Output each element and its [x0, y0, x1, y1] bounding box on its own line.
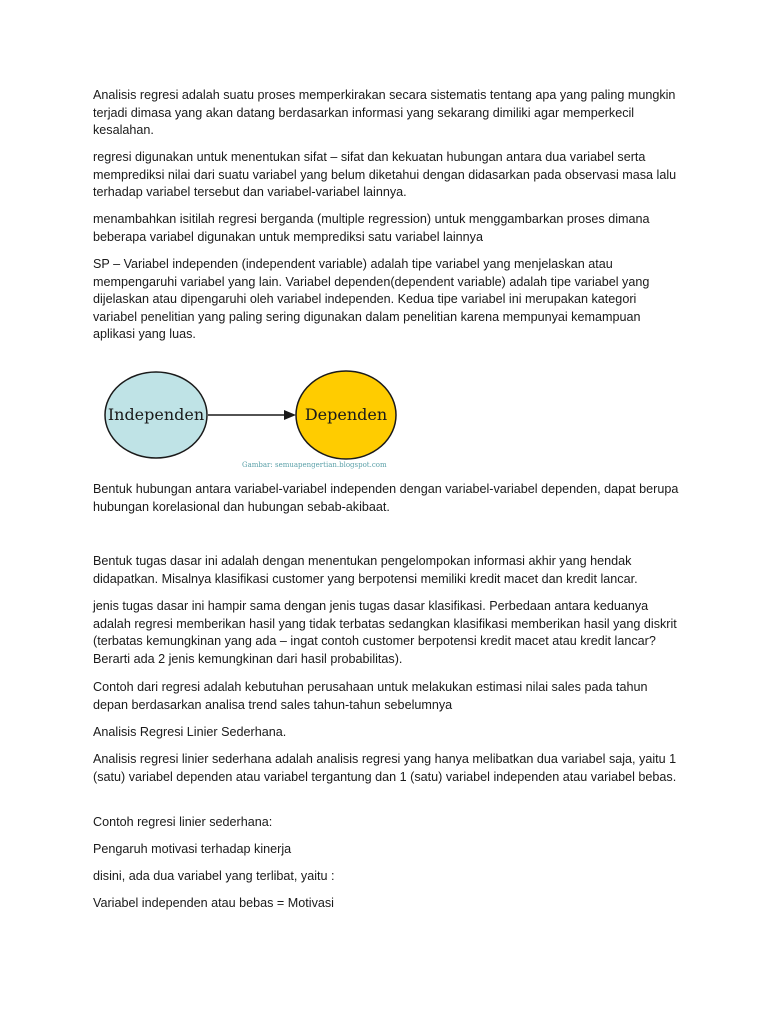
- paragraph-definition: Analisis regresi adalah suatu proses memperkirakan secara sistematis tentang apa yang paling mungkin terjadi dimasa yang akan datang berdasarkan informasi yang sekarang dimiliki agar memperkecil kesalahan.: [93, 88, 676, 138]
- paragraph-independent-variable: Variabel independen atau bebas = Motivasi: [93, 896, 334, 910]
- image-credit: Gambar: semuapengertian.blogspot.com: [242, 461, 387, 469]
- paragraph-simple-linear-definition: Analisis regresi linier sederhana adalah analisis regresi yang hanya melibatkan dua variabel saja, yaitu 1 (satu) variabel dependen atau variabel tergantung dan 1 (satu) variabel independen atau variabel bebas.: [93, 752, 677, 784]
- dependen-label: Dependen: [304, 405, 388, 424]
- variable-diagram-figure: [100, 366, 400, 476]
- variable-diagram: [100, 366, 400, 476]
- paragraph-purpose: regresi digunakan untuk menentukan sifat – sifat dan kekuatan hubungan antara dua variabel serta memprediksi nilai dari suatu variabel yang belum diketahui dengan didasarkan pada observasi masa lalu terhadap variabel tersebut dan variabel-variabel lainnya.: [93, 150, 677, 200]
- paragraph-variables-involved: disini, ada dua variabel yang terlibat, yaitu :: [93, 869, 335, 883]
- arrow-head-icon: [284, 410, 296, 420]
- paragraph-sales-example: Contoh dari regresi adalah kebutuhan perusahaan untuk melakukan estimasi nilai sales pada tahun depan berdasarkan analisa trend sales tahun-tahun sebelumnya: [93, 680, 648, 712]
- independen-label: Independen: [107, 405, 205, 424]
- paragraph-multiple-regression: menambahkan isitilah regresi berganda (multiple regression) untuk menggambarkan proses dimana beberapa variabel digunakan untuk memprediksi satu variabel lainnya: [93, 212, 650, 244]
- paragraph-variables: SP – Variabel independen (independent variable) adalah tipe variabel yang menjelaskan atau mempengaruhi variabel yang lain. Variabel dependen(dependent variable) adalah tipe variabel yang dijelaskan atau dipengaruhi oleh variabel independen. Kedua tipe variabel ini merupakan kategori variabel penelitian yang paling sering digunakan dalam penelitian karena mempunyai kemampuan aplikasi yang luas.: [93, 257, 650, 342]
- paragraph-example-topic: Pengaruh motivasi terhadap kinerja: [93, 842, 292, 856]
- paragraph-example-heading: Contoh regresi linier sederhana:: [93, 815, 273, 829]
- paragraph-task-classification: Bentuk tugas dasar ini adalah dengan menentukan pengelompokan informasi akhir yang hendak didapatkan. Misalnya klasifikasi customer yang berpotensi memiliki kredit macet dan kredit lancar.: [93, 554, 638, 586]
- paragraph-regression-vs-classification: jenis tugas dasar ini hampir sama dengan jenis tugas dasar klasifikasi. Perbedaan antara keduanya adalah regresi memberikan hasil yang tidak terbatas sedangkan klasifikasi memberikan hasil yang diskrit (terbatas kemungkinan yang ada – ingat contoh customer berpotensi kredit macet atau kredit lancar? Berarti ada 2 jenis kemungkinan dari hasil probabilitas).: [93, 599, 677, 666]
- paragraph-heading-simple-linear: Analisis Regresi Linier Sederhana.: [93, 725, 287, 739]
- paragraph-relationship: Bentuk hubungan antara variabel-variabel independen dengan variabel-variabel dependen, dapat berupa hubungan korelasional dan hubungan sebab-akibaat.: [93, 482, 679, 514]
